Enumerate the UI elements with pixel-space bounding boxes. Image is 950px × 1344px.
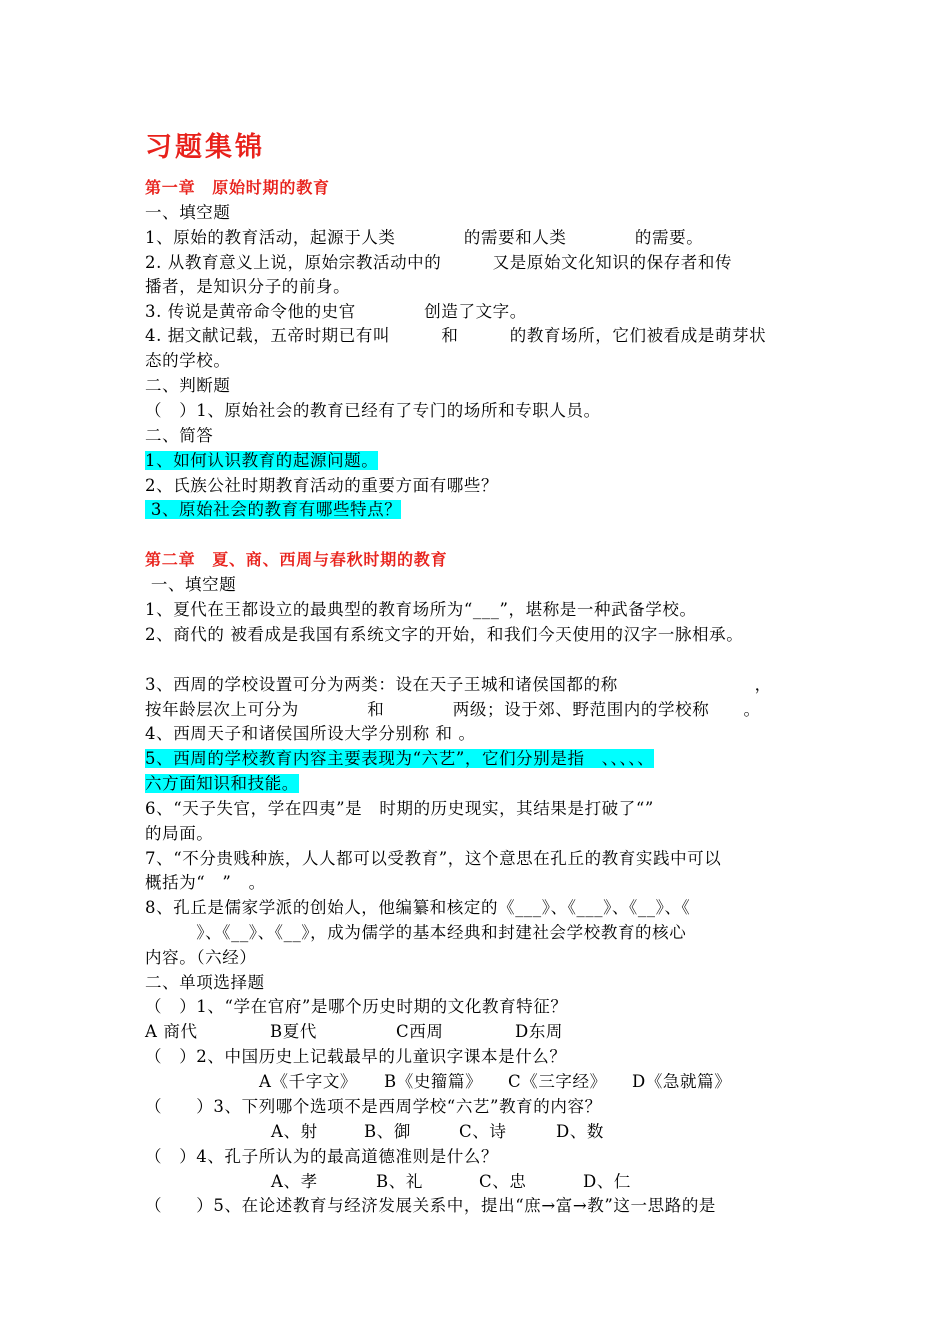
ch1-judge-q1: （ ）1、原始社会的教育已经有了专门的场所和专职人员。 bbox=[145, 401, 601, 420]
choice-option: A《千字文》 bbox=[259, 1072, 358, 1091]
ch1-short-q2: 2、氏族公社时期教育活动的重要方面有哪些？ bbox=[145, 476, 499, 495]
choice-option: A、射 bbox=[271, 1122, 318, 1141]
ch2-fill-q8-line2: 》、《__》、《__》，成为儒学的基本经典和封建社会学校教育的核心 bbox=[145, 923, 687, 942]
ch1-fill-q2-line2: 播者，是知识分子的前身。 bbox=[145, 277, 351, 296]
ch2-fill-q5-line2-highlighted: 六方面知识和技能。 bbox=[145, 774, 299, 793]
ch2-fill-q4: 4、西周天子和诸侯国所设大学分别称 和 。 bbox=[145, 724, 476, 743]
choice-option: B、礼 bbox=[376, 1172, 423, 1191]
choice-option: C西周 bbox=[396, 1022, 444, 1041]
ch2-fill-q6-line1: 6、“天子失官，学在四夷”是 时期的历史现实，其结果是打破了“” bbox=[145, 799, 654, 818]
ch1-fill-q4-line2: 态的学校。 bbox=[145, 351, 231, 370]
chapter-2-heading: 第二章 夏、商、西周与春秋时期的教育 bbox=[145, 550, 448, 569]
ch2-choice-q4: （ ）4、孔子所认为的最高道德准则是什么？ bbox=[145, 1147, 499, 1166]
choice-option: A 商代 bbox=[145, 1022, 198, 1041]
ch2-choice-q2: （ ）2、中国历史上记载最早的儿童识字课本是什么？ bbox=[145, 1047, 567, 1066]
ch1-fill-q1: 1、原始的教育活动，起源于人类 的需要和人类 的需要。 bbox=[145, 228, 704, 247]
choice-option: D、数 bbox=[556, 1122, 605, 1141]
choice-option: B《史籀篇》 bbox=[384, 1072, 483, 1091]
choice-option: C、忠 bbox=[479, 1172, 527, 1191]
ch2-choice-q5: （ ）5、在论述教育与经济发展关系中，提出“庶→富→教”这一思路的是 bbox=[145, 1196, 717, 1215]
ch2-fill-q3-line2: 按年龄层次上可分为 和 两级；设于郊、野范围内的学校称 。 bbox=[145, 700, 761, 719]
choice-option: D、仁 bbox=[583, 1172, 632, 1191]
ch2-fill-q2: 2、商代的 被看成是我国有系统文字的开始，和我们今天使用的汉字一脉相承。 bbox=[145, 625, 744, 644]
ch2-choice-q1: （ ）1、“学在官府”是哪个历史时期的文化教育特征？ bbox=[145, 997, 568, 1016]
ch2-fill-q8-line1: 8、孔丘是儒家学派的创始人，他编纂和核定的《___》、《___》、《__》、《 bbox=[145, 898, 691, 917]
ch2-choice-q3: （ ）3、下列哪个选项不是西周学校“六艺”教育的内容？ bbox=[145, 1097, 602, 1116]
page-title: 习题集锦 bbox=[145, 132, 265, 163]
ch1-judge-section: 二、判断题 bbox=[145, 376, 231, 395]
ch1-fill-q4-line1: 4. 据文献记载，五帝时期已有叫 和 的教育场所，它们被看成是萌芽状 bbox=[145, 326, 767, 345]
ch2-fill-section: 一、填空题 bbox=[145, 575, 237, 594]
ch2-fill-q1: 1、夏代在王都设立的最典型的教育场所为“___”，堪称是一种武备学校。 bbox=[145, 600, 697, 619]
choice-option: B、御 bbox=[364, 1122, 411, 1141]
ch2-fill-q5-line1-highlighted: 5、西周的学校教育内容主要表现为“六艺”，它们分别是指 、、、、、 bbox=[145, 749, 655, 768]
ch1-fill-q3: 3. 传说是黄帝命令他的史官 创造了文字。 bbox=[145, 302, 527, 321]
ch1-short-q1-highlighted: 1、如何认识教育的起源问题。 bbox=[145, 451, 379, 470]
ch2-fill-q3-line1: 3、西周的学校设置可分为两类：设在天子王城和诸侯国都的称 ， bbox=[145, 675, 772, 694]
ch1-fill-section: 一、填空题 bbox=[145, 203, 231, 222]
ch2-fill-q7-line2: 概括为“ ” 。 bbox=[145, 873, 266, 892]
ch2-fill-q6-line2: 的局面。 bbox=[145, 824, 214, 843]
choice-option: D东周 bbox=[515, 1022, 564, 1041]
choice-option: D《急就篇》 bbox=[632, 1072, 732, 1091]
ch1-short-q3-highlighted: 3、原始社会的教育有哪些特点？ bbox=[145, 500, 402, 519]
ch2-fill-q8-line3: 内容。（六经） bbox=[145, 948, 257, 967]
choice-option: C、诗 bbox=[459, 1122, 507, 1141]
ch2-choice-section: 二、单项选择题 bbox=[145, 973, 265, 992]
choice-option: B夏代 bbox=[270, 1022, 317, 1041]
choice-option: C《三字经》 bbox=[508, 1072, 607, 1091]
ch1-short-section: 二、简答 bbox=[145, 426, 214, 445]
chapter-1-heading: 第一章 原始时期的教育 bbox=[145, 178, 330, 197]
ch1-fill-q2-line1: 2. 从教育意义上说，原始宗教活动中的 又是原始文化知识的保存者和传 bbox=[145, 253, 733, 272]
ch2-fill-q7-line1: 7、“不分贵贱种族，人人都可以受教育”，这个意思在孔丘的教育实践中可以 bbox=[145, 849, 722, 868]
choice-option: A、孝 bbox=[271, 1172, 318, 1191]
